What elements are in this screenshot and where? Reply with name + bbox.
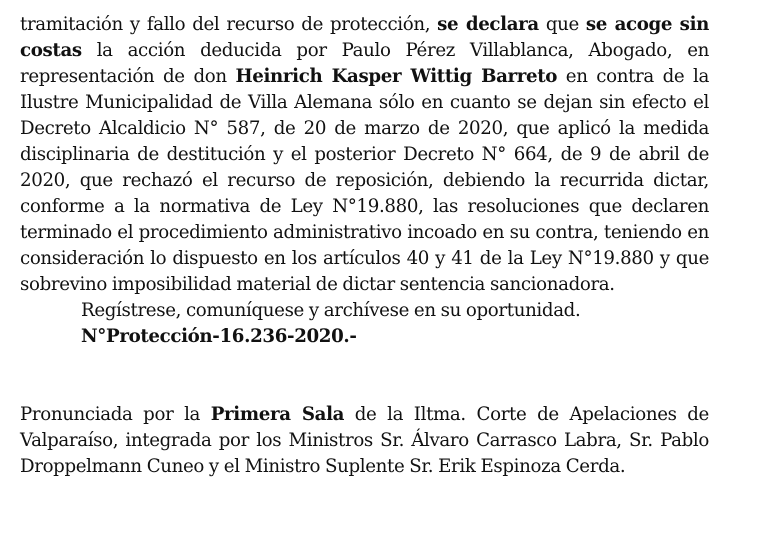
claimant-name: Heinrich Kasper Wittig Barreto — [235, 66, 558, 87]
ruling-text: tramitación y fallo del recurso de protección, — [20, 14, 438, 35]
ruling-text: la acción deducida por Paulo Pérez Villablanca, Abogado, en representación de don — [20, 40, 709, 87]
pronouncement-text: de la Iltma. Corte de Apelaciones de Valparaíso, integrada por los Ministros Sr. Álvaro Carrasco Labra, Sr. Pablo Droppelmann Cuneo y el Ministro Suplente Sr. Erik Espinoza Cerda. — [20, 404, 709, 477]
ruling-text: en contra de la Ilustre Municipalidad de Villa Alemana sólo en cuanto se dejan sin efecto el Decreto Alcaldicio N° 587, de 20 de marzo de 2020, que aplicó la medida disciplinaria de destitución y el posterior Decreto N° 664, de 9 de abril de 2020, que rechazó el recurso de reposición, debiendo la recurrida dictar, conforme a la normativa de Ley N°19.880, las resoluciones que declaren terminado el procedimiento administrativo incoado en su contra, teniendo en consideración lo dispuesto en los artículos 40 y 41 de la Ley N°19.880 y que sobrevino imposibilidad material de dictar sentencia sancionadora. — [20, 66, 710, 295]
granted-phrase: se acoge sin costas — [20, 14, 709, 61]
declaration-phrase: se declara — [437, 14, 539, 35]
closing-line: Regístrese, comuníquese y archívese en su oportunidad. — [81, 300, 581, 321]
ruling-text: que — [538, 14, 586, 35]
document-page — [20, 12, 709, 480]
pronouncement-paragraph — [20, 402, 709, 480]
court-chamber: Primera Sala — [210, 404, 345, 425]
pronouncement-text: Pronunciada por la — [20, 404, 211, 425]
spacer — [20, 350, 709, 402]
ruling-paragraph — [20, 12, 709, 298]
case-number: N°Protección-16.236-2020.- — [81, 326, 357, 347]
